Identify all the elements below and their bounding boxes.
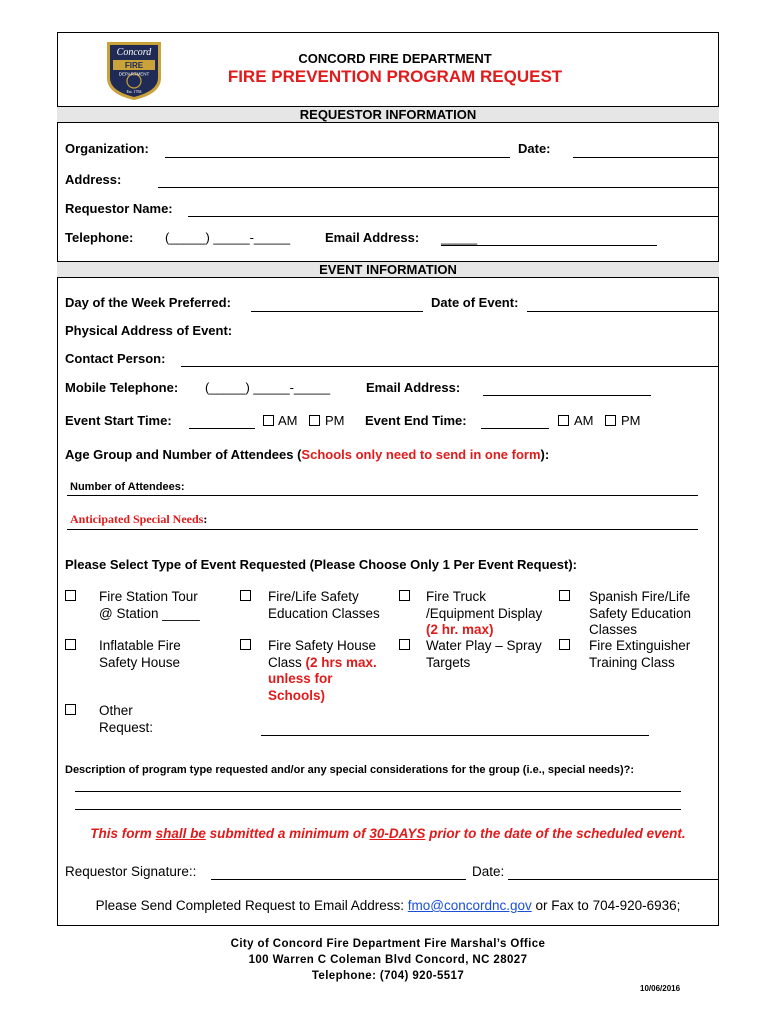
event-email-label: Email Address: [366,380,461,395]
spanish-education-option [589,589,691,639]
svg-text:FIRE: FIRE [124,61,144,70]
option-line: Fire Truck [426,589,487,604]
signature-label: Requestor Signature:: [65,864,197,879]
department-logo [103,38,165,102]
day-preferred-field[interactable] [251,311,423,312]
option-line: Schools) [268,687,326,703]
requestor-section-header: REQUESTOR INFORMATION [57,106,719,123]
age-group-note: Schools only need to send in one form [301,447,541,462]
footer-office: City of Concord Fire Department Fire Marshal’s Office [230,938,546,950]
email-label: Email Address: [325,230,420,245]
start-pm-label: PM [325,413,345,428]
description-field-2[interactable] [75,809,681,810]
age-group-text: Age Group and Number of Attendees ( [65,447,302,462]
special-needs-field[interactable] [67,529,698,530]
date-field[interactable] [573,157,719,158]
physical-address-label: Physical Address of Event: [65,323,233,338]
footer-telephone: Telephone: (704) 920-5517 [311,970,465,982]
option-line: Other [99,703,133,718]
option-line [268,655,377,672]
event-section-header: EVENT INFORMATION [57,261,719,278]
option-line: Training Class [589,654,675,670]
telephone-label: Telephone: [65,230,134,245]
option-line: Water Play – Spray [426,638,542,653]
option-line: /Equipment Display [426,605,543,621]
age-group-label [65,447,549,462]
description-field-1[interactable] [75,791,681,792]
option-line: Safety Education [589,605,692,621]
contact-person-label: Contact Person: [65,351,166,366]
fire-extinguisher-option [589,638,690,671]
water-play-option [426,638,542,671]
water-play-checkbox[interactable] [399,639,410,650]
department-name: CONCORD FIRE DEPARTMENT [298,51,492,66]
special-needs-colon: : [203,512,208,526]
telephone-field[interactable]: (_____) _____-_____ [165,230,291,245]
special-needs-text: Anticipated Special Needs [70,512,204,526]
age-group-end: ): [540,447,550,462]
email-link[interactable]: fmo@concordnc.gov [407,898,532,913]
option-line: Education Classes [268,605,380,621]
date-label: Date: [518,141,551,156]
inflatable-house-checkbox[interactable] [65,639,76,650]
address-label: Address: [65,172,122,187]
requestor-name-label: Requestor Name: [65,201,173,216]
svg-text:DEPARTMENT: DEPARTMENT [118,71,150,77]
organization-label: Organization: [65,141,149,156]
event-email-field[interactable] [483,395,651,396]
option-line: Classes [589,622,638,637]
option-line: Fire Station Tour [99,589,198,604]
option-line: Spanish Fire/Life [589,589,691,604]
description-label: Description of program type requested and/or any special considerations for the group (i.e., special needs)?: [65,764,635,776]
option-line: Fire/Life Safety [268,589,359,604]
svg-text:Est. 1784: Est. 1784 [126,89,142,94]
special-needs-label [70,512,207,527]
fire-truck-option [426,589,542,639]
option-line: (2 hr. max) [426,622,494,637]
fire-extinguisher-checkbox[interactable] [559,639,570,650]
revision-date: 10/06/2016 [640,984,681,993]
end-time-label: Event End Time: [365,413,467,428]
option-line: unless for [268,671,333,686]
option-line: Targets [426,654,471,670]
option-line: Inflatable Fire [99,638,181,653]
notice-text: This form [90,826,156,841]
other-request-option [99,703,153,736]
contact-person-field[interactable] [181,366,719,367]
fire-station-tour-checkbox[interactable] [65,590,76,601]
signature-field[interactable] [211,879,466,880]
notice-text: 30-DAYS [369,826,426,841]
signature-date-field[interactable] [508,879,719,880]
email-field[interactable] [441,245,657,246]
inflatable-house-option [99,638,181,671]
fire-truck-checkbox[interactable] [399,590,410,601]
send-instructions [57,898,719,913]
option-text: Class [268,654,306,670]
page-title: FIRE PREVENTION PROGRAM REQUEST [227,67,563,86]
signature-date-label: Date: [472,864,505,879]
event-date-field[interactable] [527,311,719,312]
svg-text:Concord: Concord [116,47,152,58]
footer-address: 100 Warren C Coleman Blvd Concord, NC 28027 [248,954,528,966]
option-line: Safety House [99,654,181,670]
option-line: Fire Extinguisher [589,638,691,653]
address-field[interactable] [158,187,719,188]
end-pm-label: PM [621,413,641,428]
attendees-field[interactable] [67,495,698,496]
event-date-label: Date of Event: [431,295,519,310]
spanish-education-checkbox[interactable] [559,590,570,601]
start-am-checkbox[interactable] [263,415,274,426]
notice-text: submitted a minimum of [205,826,370,841]
send-text: Please Send Completed Request to Email Address: [95,898,408,913]
day-preferred-label: Day of the Week Preferred: [65,295,231,310]
option-line: Fire Safety House [268,638,377,653]
requestor-name-field[interactable] [188,216,719,217]
option-text: (2 hrs max. [305,654,377,670]
option-line: @ Station _____ [99,605,200,621]
start-time-label: Event Start Time: [65,413,172,428]
event-type-prompt: Please Select Type of Event Requested (Please Choose Only 1 Per Event Request): [65,557,577,572]
mobile-telephone-label: Mobile Telephone: [65,380,179,395]
attendees-label: Number of Attendees: [70,481,185,493]
notice-text: prior to the date of the scheduled event. [425,826,686,841]
fire-life-safety-checkbox[interactable] [240,590,251,601]
notice-text: shall be [155,826,206,841]
organization-field[interactable] [165,157,510,158]
fire-safety-house-option [268,638,377,704]
end-am-label: AM [574,413,594,428]
fire-life-safety-option [268,589,380,622]
end-pm-checkbox[interactable] [605,415,616,426]
email-field-prefix: _____ [441,230,478,245]
other-request-checkbox[interactable] [65,704,76,715]
fire-station-tour-option [99,589,200,622]
send-text: or Fax to 704-920-6936; [531,898,681,913]
start-am-label: AM [278,413,298,428]
start-pm-checkbox[interactable] [309,415,320,426]
end-am-checkbox[interactable] [558,415,569,426]
end-time-field[interactable] [481,428,549,429]
mobile-telephone-field[interactable]: (_____) _____-_____ [205,380,331,395]
other-request-field[interactable] [261,735,649,736]
start-time-field[interactable] [189,428,255,429]
submission-notice [57,826,719,841]
fire-safety-house-checkbox[interactable] [240,639,251,650]
fire-badge-icon [103,38,165,102]
option-line: Request: [99,719,154,735]
